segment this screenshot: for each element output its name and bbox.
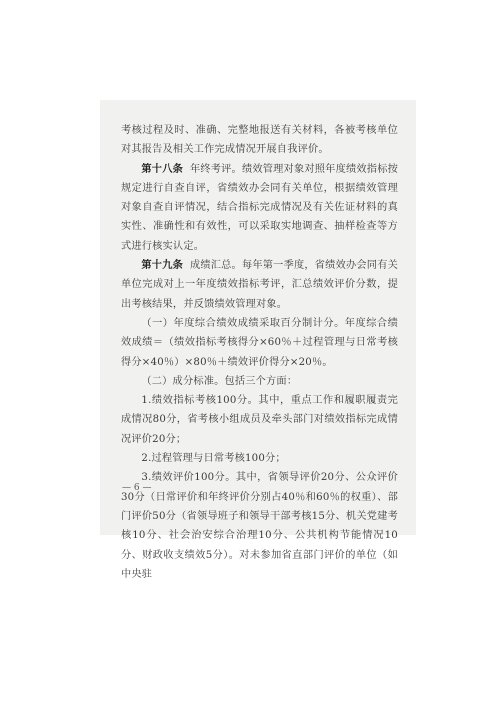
paragraph-subitem-3: 3.绩效评价100分。其中，省领导评价20分、公众评价30分（日常评价和年终评价分别占40％和60％的权重）、部门评价50分（省领导班子和领导干部考核15分、机关党建考核10分、社会治安综合治理10分、公共机构节能情况10分、财政收支绩效5分）。对未参加省直部门评价的单位（如中央驻: [121, 472, 398, 580]
document-page: [100, 100, 416, 580]
article-label: 第十八条: [141, 162, 184, 175]
article-text: 成绩汇总。每年第一季度，省绩效办会同有关单位完成对上一年度绩效指标考评，汇总绩效评价分数，提出考核结果，并反馈绩效管理对象。: [121, 260, 398, 310]
document-body: [121, 121, 398, 584]
article-label: 第十九条: [141, 259, 184, 272]
paragraph-item-1: （一）年度综合绩效成绩采取百分制计分。年度综合绩效成绩＝（绩效指标考核得分×60％＋过程管理与日常考核得分×40％）×80％＋绩效评价得分×20％。: [121, 317, 398, 368]
paragraph-text: 考核过程及时、准确、完整地报送有关材料，各被考核单位对其报告及相关工作完成情况开展自我评价。: [121, 125, 398, 156]
article-19: [121, 256, 398, 314]
article-18: [121, 160, 398, 256]
paragraph-subitem-2: 2.过程管理与日常考核100分；: [141, 453, 286, 465]
article-text: 年终考评。绩效管理对象对照年度绩效指标按规定进行自查自评，省绩效办会同有关单位，根据绩效管理对象自查自评情况，结合指标完成情况及有关佐证材料的真实性、准确性和有效性，可以采取实地调查、抽样检查等方式进行核实认定。: [121, 163, 398, 252]
page-number: — 6 —: [122, 483, 152, 493]
paragraph-item-2: （二）成分标准。包括三个方面：: [141, 375, 298, 387]
paragraph-subitem-1: 1.绩效指标考核100分。其中，重点工作和履职履责完成情况80分，省考核小组成员及牵头部门对绩效指标完成情况评价20分；: [121, 395, 398, 445]
paragraph-continuation: [121, 121, 398, 160]
